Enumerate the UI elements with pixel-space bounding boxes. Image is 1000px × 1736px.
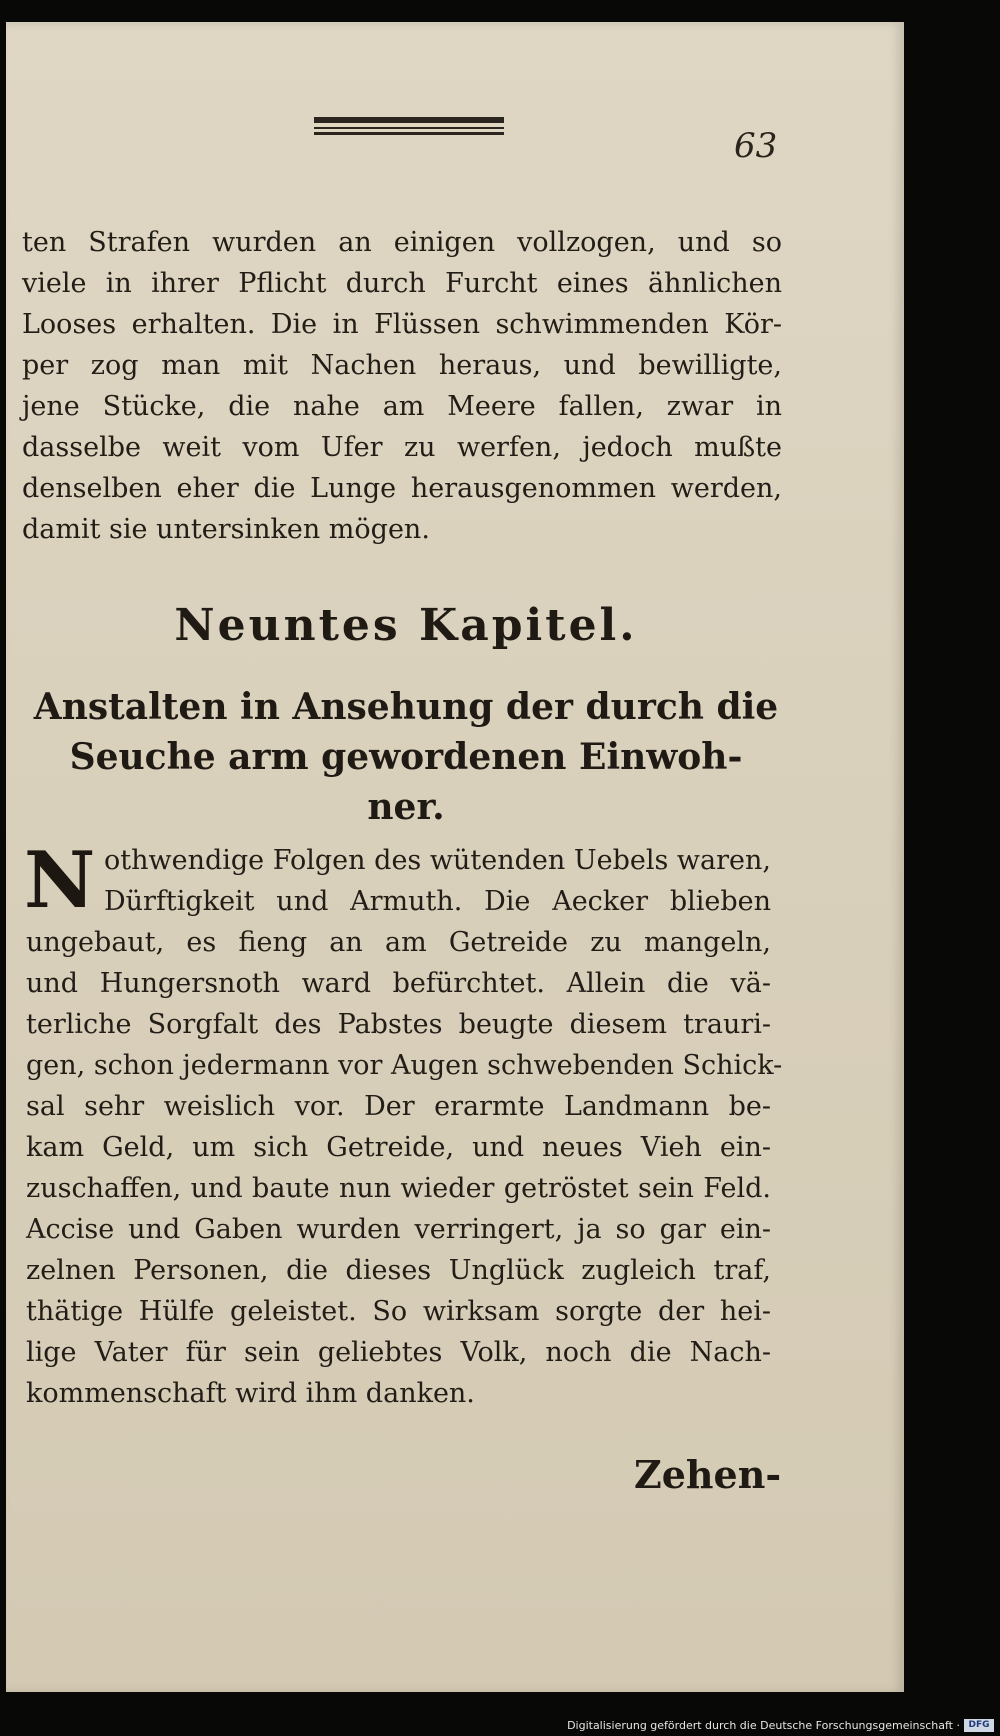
page-number: 63 (734, 126, 778, 166)
text-line: Dürftigkeit und Armuth. Die Aecker blieben (104, 886, 771, 917)
header-rule-thin (314, 127, 504, 129)
credit-text: Digitalisierung gefördert durch die Deutsche Forschungsgemeinschaft (567, 1719, 953, 1732)
text-line: ten Strafen wurden an einigen vollzogen, und so (22, 227, 782, 258)
chapter-subtitle (6, 682, 806, 832)
text-line: zelnen Personen, die dieses Unglück zugleich traf, (26, 1255, 771, 1286)
text-line: denselben eher die Lunge herausgenommen werden, (22, 473, 782, 504)
text-line: kommenschaft wird ihm danken. (26, 1378, 475, 1409)
text-line: terliche Sorgfalt des Pabstes beugte diesem trauri- (26, 1009, 771, 1040)
text-line: sal sehr weislich vor. Der erarmte Landmann be- (26, 1091, 771, 1122)
subtitle-line: Seuche arm gewordenen Einwoh- (69, 736, 743, 778)
book-page (6, 22, 904, 1692)
header-rule-thick (314, 117, 504, 123)
text-line: Looses erhalten. Die in Flüssen schwimmenden Kör- (22, 309, 782, 340)
text-line: jene Stücke, die nahe am Meere fallen, zwar in (22, 391, 782, 422)
text-line: dasselbe weit vom Ufer zu werfen, jedoch mußte (22, 432, 782, 463)
text-line: ungebaut, es fieng an am Getreide zu mangeln, (26, 927, 771, 958)
text-line: und Hungersnoth ward befürchtet. Allein die vä- (26, 968, 771, 999)
text-line: thätige Hülfe geleistet. So wirksam sorgte der hei- (26, 1296, 771, 1327)
chapter-title: Neuntes Kapitel. (174, 600, 638, 651)
text-line: kam Geld, um sich Getreide, und neues Vieh ein- (26, 1132, 771, 1163)
text-line: viele in ihrer Pflicht durch Furcht eines ähnlichen (22, 268, 782, 299)
drop-cap: N (24, 835, 96, 926)
dfg-logo: DFG (964, 1719, 994, 1732)
digitization-credit: Digitalisierung gefördert durch die Deutsche Forschungsgemeinschaft · (567, 1719, 960, 1732)
subtitle-line: ner. (367, 786, 445, 828)
paragraph-2 (24, 835, 783, 1414)
text-line: damit sie untersinken mögen. (22, 514, 430, 545)
text-line: Accise und Gaben wurden verringert, ja so gar ein- (26, 1214, 771, 1245)
text-line: othwendige Folgen des wütenden Uebels waren, (104, 845, 771, 876)
text-line: lige Vater für sein geliebtes Volk, noch die Nach- (26, 1337, 771, 1368)
paragraph-1 (22, 222, 782, 550)
subtitle-line: Anstalten in Ansehung der durch die (33, 686, 779, 728)
text-line: zuschaffen, und baute nun wieder getröstet sein Feld. (26, 1173, 771, 1204)
text-line: gen, schon jedermann vor Augen schwebenden Schick- (26, 1050, 783, 1081)
header-rule (314, 117, 504, 135)
catchword: Zehen- (634, 1452, 782, 1497)
header-rule-bottom (314, 132, 504, 135)
text-line: per zog man mit Nachen heraus, und bewilligte, (22, 350, 782, 381)
